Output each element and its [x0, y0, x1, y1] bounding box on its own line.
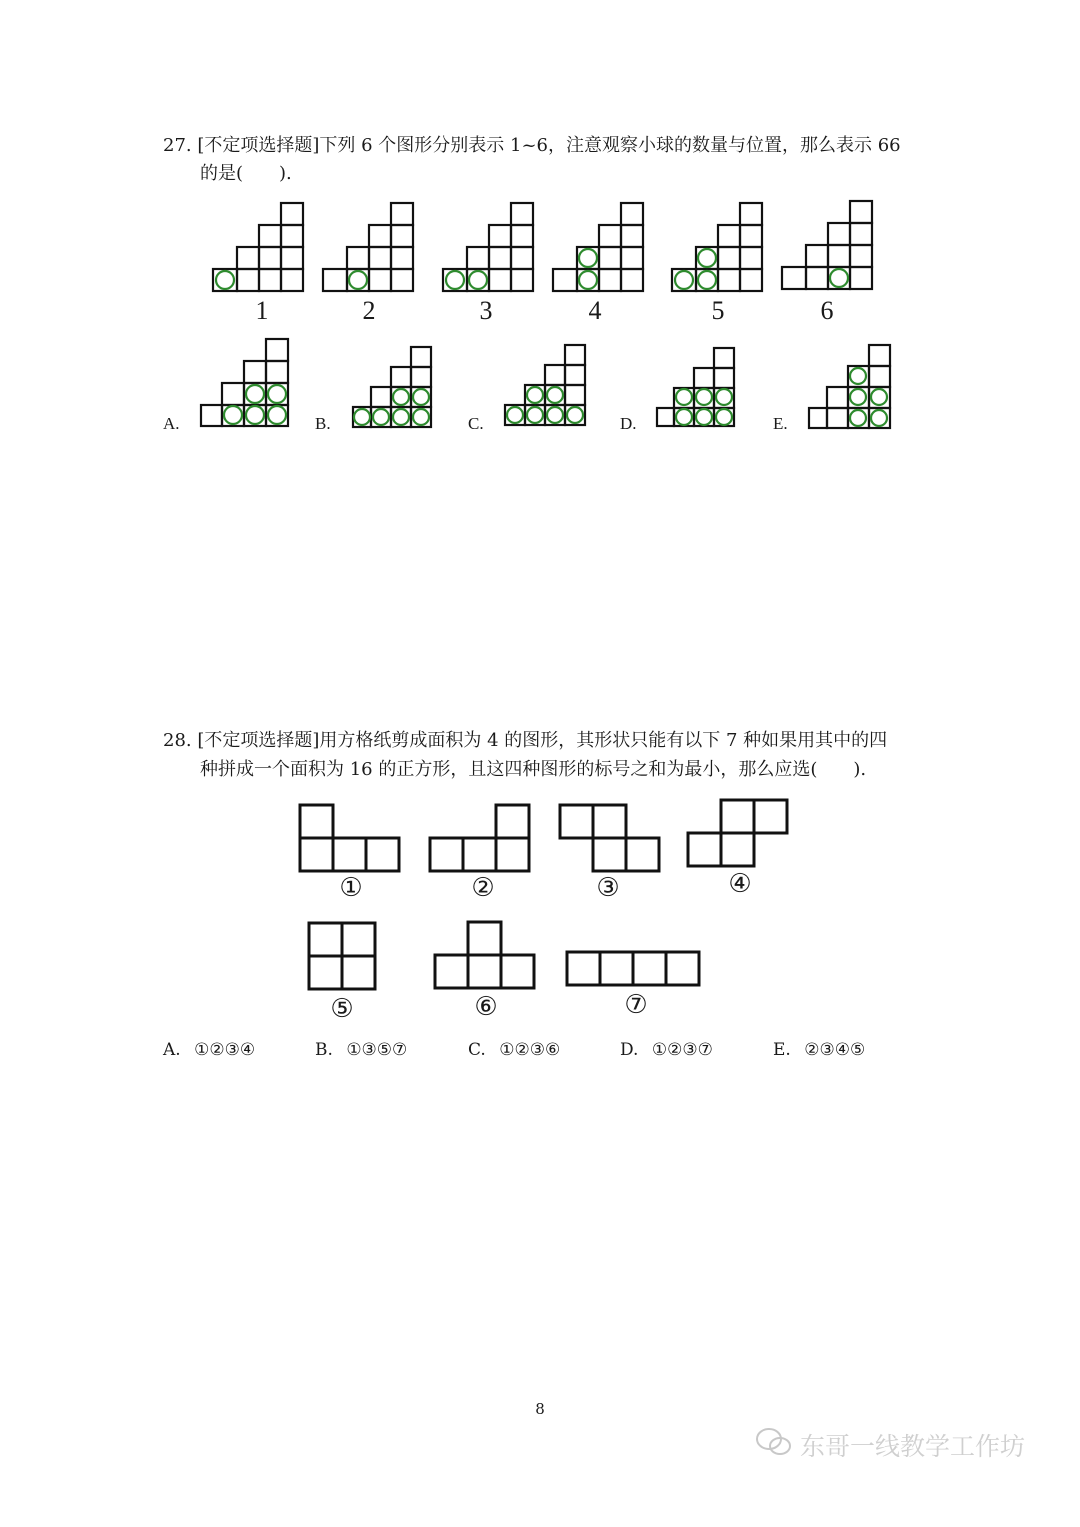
q28-shape-label-5: ⑤: [330, 994, 354, 1024]
q28-option-e-label: E.: [773, 1040, 791, 1060]
q28-shape-label-7: ⑦: [624, 990, 648, 1020]
q28-shape-label-1: ①: [339, 873, 363, 903]
q27-figure-3: [442, 202, 534, 294]
figure-label-6: 6: [820, 296, 834, 325]
q28-option-e-value: ②③④⑤: [804, 1040, 866, 1060]
q27-figure-6: [781, 200, 875, 292]
q28-option-a-value: ①②③④: [194, 1040, 256, 1060]
q28-option-d[interactable]: [620, 1040, 713, 1060]
q28-option-a[interactable]: [163, 1040, 255, 1060]
figure-label-4: 4: [588, 296, 602, 325]
q28-shape-5: [307, 921, 379, 993]
q27-line-1: 27. [不定项选择题]下列 6 个图形分别表示 1~6，注意观察小球的数量与位置，那么表示 66: [163, 135, 901, 156]
q28-shape-1: [298, 803, 402, 873]
q27-option-d-figure[interactable]: [656, 347, 738, 429]
q28-shape-label-2: ②: [471, 873, 495, 903]
q28-option-b-label: B.: [315, 1040, 333, 1060]
q27-option-e-label[interactable]: E.: [773, 414, 788, 433]
q28-shape-4: [686, 798, 790, 868]
wechat-icon: [755, 1427, 793, 1457]
page-number: 8: [535, 1400, 545, 1418]
q28-option-b-value: ①③⑤⑦: [346, 1040, 408, 1060]
q28-line-2: 种拼成一个面积为 16 的正方形，且这四种图形的标号之和为最小，那么应选( ).: [200, 759, 867, 780]
q27-figure-2: [322, 202, 414, 294]
q28-shape-label-4: ④: [728, 869, 752, 899]
q28-option-c-value: ①②③⑥: [499, 1040, 561, 1060]
q27-figure-1: [212, 202, 304, 294]
figure-label-3: 3: [479, 296, 493, 325]
figure-label-1: 1: [255, 296, 269, 325]
q27-option-b-figure[interactable]: [352, 346, 434, 430]
q27-figure-5: [671, 202, 763, 294]
q28-option-c[interactable]: [468, 1040, 560, 1060]
q27-option-c-label[interactable]: C.: [468, 414, 484, 433]
q27-option-e-figure[interactable]: [808, 344, 894, 430]
q28-option-d-label: D.: [620, 1040, 639, 1060]
q28-option-c-label: C.: [468, 1040, 486, 1060]
q28-option-b[interactable]: [315, 1040, 407, 1060]
q27-option-a-figure[interactable]: [200, 338, 290, 428]
figure-label-2: 2: [362, 296, 376, 325]
q27-option-a-label[interactable]: A.: [163, 414, 180, 433]
q27-option-d-label[interactable]: D.: [620, 414, 637, 433]
q28-option-d-value: ①②③⑦: [651, 1040, 713, 1060]
q28-shape-2: [428, 803, 532, 873]
q28-line-1: 28. [不定项选择题]用方格纸剪成面积为 4 的图形，其形状只能有以下 7 种如果用其中的四: [163, 730, 888, 751]
q28-shape-label-3: ③: [596, 873, 620, 903]
q27-line-2: 的是( ).: [200, 163, 292, 184]
q27-option-b-label[interactable]: B.: [315, 414, 331, 433]
figure-label-5: 5: [711, 296, 725, 325]
q27-figure-4: [552, 202, 644, 294]
watermark-text: 东哥一线教学工作坊: [800, 1432, 1026, 1461]
q28-option-a-label: A.: [163, 1040, 181, 1060]
q28-shape-6: [433, 920, 537, 990]
q27-option-c-figure[interactable]: [504, 344, 588, 428]
q28-option-e[interactable]: [773, 1040, 865, 1060]
q28-shape-3: [558, 803, 662, 873]
q28-shape-7: [565, 950, 702, 988]
q28-shape-label-6: ⑥: [474, 992, 498, 1022]
